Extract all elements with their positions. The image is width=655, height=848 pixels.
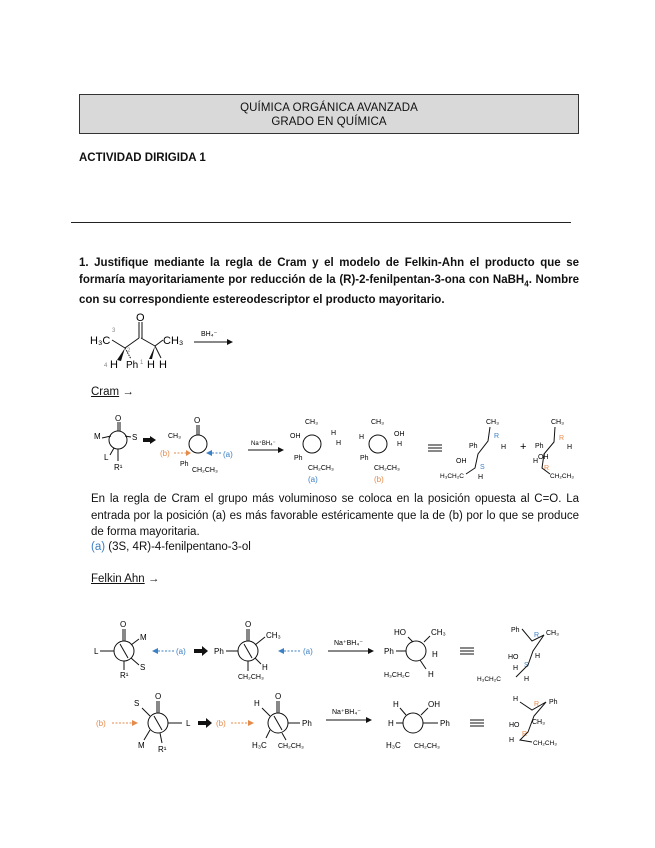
fb4-r1: R — [534, 701, 540, 708]
fa3-ch3: CH₃ — [431, 628, 446, 637]
cram-n2-ch2ch3: CH₂CH₃ — [192, 467, 218, 474]
cram-n1-o: O — [115, 414, 122, 423]
fb1-r1: R¹ — [158, 745, 167, 754]
fa3-ph: Ph — [384, 647, 394, 656]
cram-z2-ch3: CH₃ — [551, 419, 564, 426]
fb4-ho: HO — [509, 722, 520, 729]
cram-pa-ch2ch3: CH₂CH₃ — [308, 465, 334, 472]
cram-z1-h1: H — [501, 444, 507, 451]
rx-n3: 3 — [112, 328, 116, 334]
fa4-h3ch2c: H₃CH₂C — [477, 676, 501, 683]
cram-z1-h3ch2c: H₃CH₂C — [440, 473, 464, 480]
rx-ch3-right: CH₃ — [163, 335, 184, 347]
cram-z2-oh: OH — [538, 454, 549, 461]
fb2-b: (b) — [216, 719, 226, 728]
fa4-ho: HO — [508, 654, 519, 661]
cram-pb-tag: (b) — [374, 475, 384, 484]
fb4-h2: H — [509, 737, 515, 744]
cram-z2-h2: H — [533, 458, 539, 465]
fa2-h: H — [262, 663, 268, 672]
rx-o: O — [136, 312, 145, 324]
starting-reaction-diagram — [85, 312, 255, 374]
fb4-ch2ch3: CH₂CH₃ — [533, 740, 557, 747]
fb3-ch2ch3: CH₂CH₃ — [414, 743, 440, 750]
felkin-arrow: → — [147, 573, 160, 585]
cram-pa-oh: OH — [290, 433, 301, 440]
cram-pa-tag: (a) — [308, 475, 318, 484]
cram-n1-r1: R¹ — [114, 463, 123, 472]
fa2-ch2ch3: CH₂CH₃ — [238, 674, 264, 681]
cram-heading — [91, 386, 134, 398]
fb3-h3c: H₃C — [386, 741, 401, 750]
cram-z2-r2: R — [544, 465, 550, 472]
felkin-label: Felkin Ahn — [91, 573, 145, 585]
cram-pa-h1: H — [331, 430, 337, 437]
fa3-ho: HO — [394, 628, 406, 637]
cram-pb-ph: Ph — [360, 455, 369, 462]
cram-z1-oh: OH — [456, 458, 467, 465]
cram-z2-ch2ch3: CH₂CH₃ — [550, 473, 574, 480]
cram-n2-o: O — [194, 416, 201, 425]
cram-z1-h2: H — [478, 474, 484, 481]
felkin-scheme-a — [88, 615, 588, 687]
degree-title: GRADO EN QUÍMICA — [271, 116, 387, 128]
rx-n2: 2 — [127, 348, 131, 354]
fa-reagent: Na⁺BH₄⁻ — [334, 640, 363, 647]
cram-pb-ch3: CH₃ — [371, 419, 384, 426]
cram-pb-h2: H — [397, 441, 403, 448]
question-end: . Nombre con su correspondiente estereodescriptor el producto mayoritario. — [79, 274, 580, 307]
fb4-h1: H — [513, 696, 519, 703]
cram-z1-ph: Ph — [469, 443, 478, 450]
cram-pa-h2: H — [336, 440, 342, 447]
cram-pa-ch3: CH₃ — [305, 419, 318, 426]
cram-pb-oh: OH — [394, 431, 405, 438]
cram-explanation: En la regla de Cram el grupo más voluminoso se coloca en la posición opuesta al C=O. La entrada por la posición (a) es más favorable estéricamente que la de (b) por lo que se produce de forma mayoritaria. — [91, 493, 579, 538]
fa1-s: S — [140, 663, 146, 672]
rx-reagent: BH₄⁻ — [201, 331, 218, 338]
cram-n1-m: M — [94, 432, 101, 441]
fa2-o: O — [245, 620, 252, 629]
fa1-a: (a) — [176, 647, 186, 656]
fb1-m: M — [138, 741, 145, 750]
cram-z1-r: R — [494, 433, 500, 440]
cram-scheme — [88, 412, 588, 488]
fb3-h1: H — [393, 700, 399, 709]
cram-answer-tag: (a) — [91, 541, 106, 553]
fa1-o: O — [120, 620, 127, 629]
course-title: QUÍMICA ORGÁNICA AVANZADA — [240, 102, 418, 114]
cram-z2-ph: Ph — [535, 443, 544, 450]
cram-arrow: → — [122, 386, 134, 398]
cram-n2-ph: Ph — [180, 461, 189, 468]
cram-answer — [91, 541, 251, 553]
cram-answer-text: (3S, 4R)-4-fenilpentano-3-ol — [105, 541, 251, 553]
fa4-s: S — [524, 662, 529, 669]
felkin-heading — [91, 573, 159, 585]
fa4-h1: H — [535, 653, 541, 660]
fa2-ph: Ph — [214, 647, 224, 656]
rx-h-left: H — [110, 359, 118, 371]
fa1-m: M — [140, 633, 147, 642]
cram-pb-ch2ch3: CH₂CH₃ — [374, 465, 400, 472]
fa3-h2: H — [428, 670, 434, 679]
rx-n4: 4 — [104, 363, 108, 369]
fb1-o: O — [155, 692, 162, 701]
fa1-l: L — [94, 647, 99, 656]
question-text — [79, 255, 579, 309]
fb-reagent: Na⁺BH₄⁻ — [332, 709, 361, 716]
fb4-r2: R — [522, 731, 528, 738]
fb1-s: S — [134, 699, 140, 708]
rx-n1: 1 — [140, 360, 144, 366]
fb2-h: H — [254, 699, 260, 708]
cram-label: Cram — [91, 386, 120, 398]
fb2-o: O — [275, 692, 282, 701]
fa3-h3ch2c: H₃CH₂C — [384, 672, 410, 679]
course-header — [79, 94, 579, 134]
fb4-ph: Ph — [549, 699, 558, 706]
fa4-r: R — [534, 632, 540, 639]
cram-z2-h1: H — [567, 444, 573, 451]
fb2-ph: Ph — [302, 719, 312, 728]
fa4-h3: H — [524, 676, 530, 683]
fb1-b: (b) — [96, 719, 106, 728]
fb3-h2: H — [388, 719, 394, 728]
cram-z1-s: S — [480, 464, 485, 471]
fa4-ch3: CH₃ — [546, 630, 559, 637]
fa4-h2: H — [513, 665, 519, 672]
cram-z1-ch3: CH₃ — [486, 419, 499, 426]
fb2-ch2ch3: CH₂CH₃ — [278, 743, 304, 750]
fb2-h3c: H₃C — [252, 741, 267, 750]
rx-h-right2: H — [159, 359, 167, 371]
rx-h3c: H₃C — [90, 335, 111, 347]
cram-n2-b: (b) — [160, 449, 170, 458]
felkin-scheme-b — [88, 690, 588, 758]
fb4-ch3: CH₃ — [532, 719, 545, 726]
cram-n2-a: (a) — [223, 450, 233, 459]
cram-z2-r1: R — [559, 435, 565, 442]
cram-pa-ph: Ph — [294, 455, 303, 462]
fa2-ch3: CH₃ — [266, 631, 281, 640]
question-sub: 4 — [524, 279, 529, 289]
fa3-h1: H — [432, 650, 438, 659]
cram-n1-l: L — [104, 453, 109, 462]
cram-n2-ch3: CH₃ — [168, 433, 181, 440]
activity-title: ACTIVIDAD DIRIGIDA 1 — [79, 152, 206, 164]
rx-h-right1: H — [147, 359, 155, 371]
fa4-ph: Ph — [511, 627, 520, 634]
cram-n1-s: S — [132, 433, 138, 442]
cram-reagent: Na⁺BH₄⁻ — [251, 441, 276, 447]
fa2-a: (a) — [303, 647, 313, 656]
rx-ph: Ph — [126, 360, 139, 371]
cram-pb-h1: H — [359, 434, 365, 441]
divider-line — [71, 222, 571, 223]
fa1-r1: R¹ — [120, 671, 129, 680]
fb3-oh: OH — [428, 700, 440, 709]
cram-plus: + — [520, 441, 527, 453]
question-main: 1. Justifique mediante la regla de Cram y el modelo de Felkin-Ahn el producto que se formaría mayoritariamente por reducción de la (R)-2-fenilpentan-3-ona con NaBH — [79, 257, 579, 286]
fb3-ph: Ph — [440, 719, 450, 728]
fb1-l: L — [186, 719, 191, 728]
